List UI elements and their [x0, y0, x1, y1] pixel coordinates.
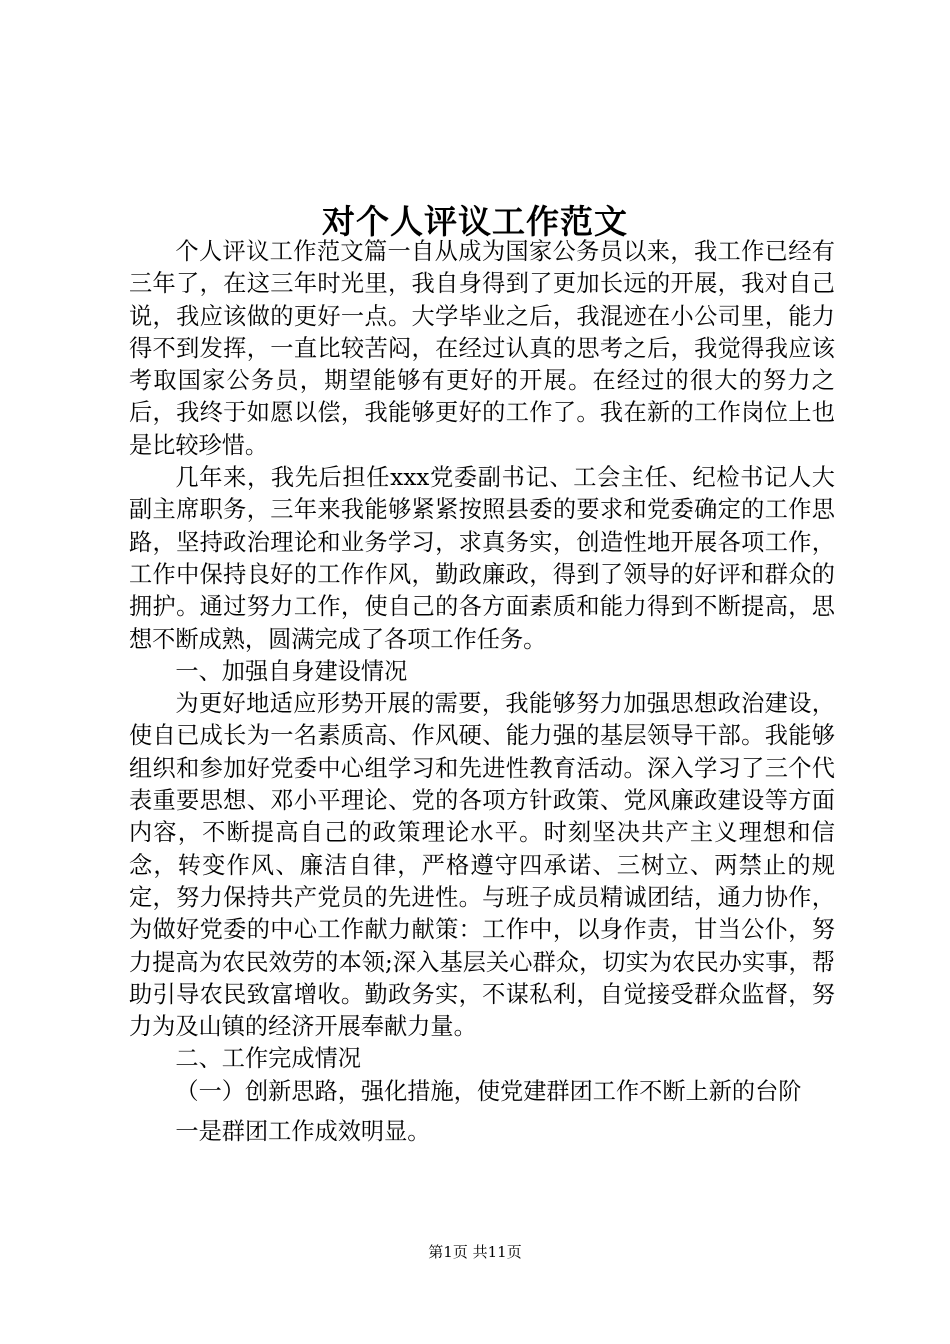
document-title: 对个人评议工作范文 — [322, 202, 628, 242]
section-heading-work-completion: 二、工作完成情况 — [175, 1045, 361, 1073]
paragraph-duties: 几年来，我先后担任xxx党委副书记、工会主任、纪检书记人大副主席职务，三年来我能够紧紧按照县委的要求和党委确定的工作思路，坚持政治理论和业务学习，求真务实，创造性地开展各项工作，工作中保持良好的工作作风，勤政廉政，得到了领导的好评和群众的拥护。通过努力工作，使自己的各方面素质和能力得到不断提高，思想不断成熟，圆满完成了各项工作任务。 — [129, 464, 835, 653]
document-body — [129, 236, 835, 1148]
paragraph-group-work: 一是群团工作成效明显。 — [175, 1118, 431, 1146]
paragraph-self-building: 为更好地适应形势开展的需要，我能够努力加强思想政治建设，使自已成长为一名素质高、作风硬、能力强的基层领导干部。我能够组织和参加好党委中心组学习和先进性教育活动。深入学习了三个代表重要思想、邓小平理论、党的各项方针政策、党风廉政建设等方面内容，不断提高自己的政策理论水平。时刻坚决共产主义理想和信念，转变作风、廉洁自律，严格遵守四承诺、三树立、两禁止的规定，努力保持共产党员的先进性。与班子成员精诚团结，通力协作，为做好党委的中心工作献力献策：工作中，以身作责，甘当公仆，努力提高为农民效劳的本领;深入基层关心群众，切实为农民办实事，帮助引导农民致富增收。勤政务实，不谋私利，自觉接受群众监督，努力为及山镇的经济开展奉献力量。 — [129, 690, 835, 1041]
paragraph-intro: 个人评议工作范文篇一自从成为国家公务员以来，我工作已经有三年了，在这三年时光里，我自身得到了更加长远的开展，我对自己说，我应该做的更好一点。大学毕业之后，我混迹在小公司里，能力得不到发挥，一直比较苦闷，在经过认真的思考之后，我觉得我应该考取国家公务员，期望能够有更好的开展。在经过的很大的努力之后，我终于如愿以偿，我能够更好的工作了。我在新的工作岗位上也是比较珍惜。 — [129, 238, 835, 459]
section-heading-self-building: 一、加强自身建设情况 — [175, 657, 408, 685]
subsection-heading-innovation: （一）创新思路，强化措施，使党建群团工作不断上新的台阶 — [175, 1077, 802, 1105]
page-number-footer: 第1页 共11页 — [428, 1243, 522, 1261]
